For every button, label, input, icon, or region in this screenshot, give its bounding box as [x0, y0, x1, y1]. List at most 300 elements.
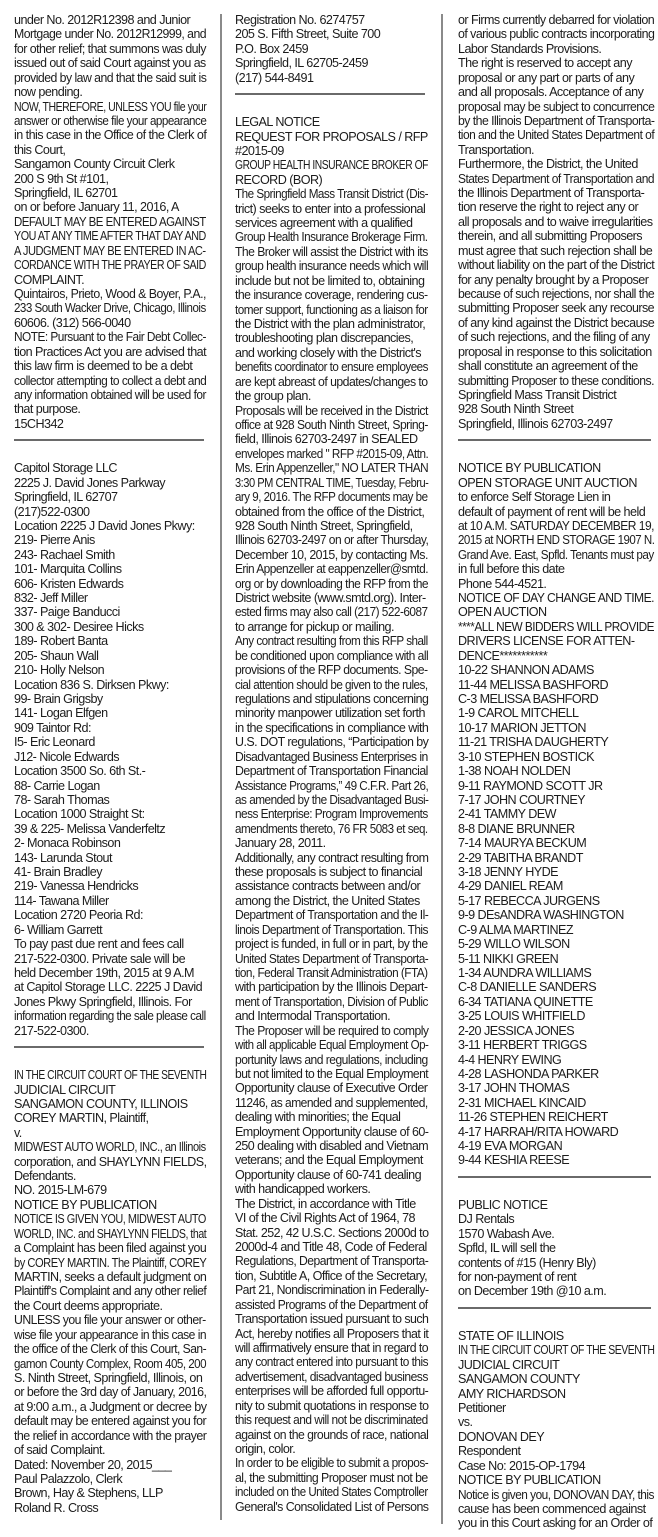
notice-text-line: 2-29 TABITHA BRANDT [458, 850, 583, 865]
notice-text-line: 78- Sarah Thomas [14, 792, 110, 807]
notice-text-line: of various public contracts incorporating [458, 27, 655, 42]
notice-text-line: I5- Eric Leonard [14, 735, 95, 750]
notice-text-line: 9-11 RAYMOND SCOTT JR [458, 778, 603, 793]
notice-text-line: enterprises will be afforded full opportu- [235, 1384, 429, 1399]
notice-text-line: for any penalty brought by a Proposer [458, 272, 649, 287]
notice-text-line: 217-522-0300. [14, 1023, 89, 1038]
notice-text-line: General's Consolidated List of Persons [235, 1499, 429, 1514]
notice-text-line: 2- Monaca Robinson [14, 836, 121, 851]
notice-text-line: this law firm is deemed to be a debt [14, 359, 193, 374]
notice-text-line: Respondent [458, 1444, 521, 1459]
notice-text-line: Phone 544-4521. [458, 576, 547, 591]
notice-text-line: Disadvantaged Business Enterprises in [235, 749, 428, 764]
notice-text-line: STATE OF ILLINOIS [458, 1328, 564, 1343]
notice-text-line: 1570 Wabash Ave. [458, 1226, 555, 1241]
notice-text-line: submitting Proposer to these conditions. [458, 373, 654, 388]
column-divider [441, 14, 443, 1524]
notice-text-line: Brown, Hay & Stephens, LLP [14, 1486, 163, 1501]
notice-dj-rentals-public-notice [458, 1198, 654, 1299]
notice-text-line: Dated: November 20, 2015___ [14, 1457, 172, 1472]
notice-text-line: office at 928 South Ninth Street, Spring- [235, 417, 428, 432]
notice-text-line: Erin Appenzeller at eappenzeller@smtd. [235, 562, 428, 577]
notice-text-line: Furthermore, the District, the United [458, 157, 638, 172]
notice-text-line: The Proposer will be required to comply [235, 1023, 429, 1038]
notice-text-line: Registration No. 6274757 [235, 13, 365, 27]
notice-text-line: 200 S 9th St #101, [14, 171, 109, 186]
notice-text-line: 1-38 NOAH NOLDEN [458, 764, 571, 779]
notice-text-line: Notice is given you, DONOVAN DAY, this [458, 1487, 654, 1502]
notice-text-line: 4-28 LASHONDA PARKER [458, 1066, 599, 1081]
notice-text-line: IN THE CIRCUIT COURT OF THE SEVENTH [14, 1068, 207, 1083]
notice-text-line: Any contract resulting from this RFP shall [235, 634, 428, 649]
notice-text-line: troubleshooting plan discrepancies, [235, 331, 414, 346]
column-3 [458, 13, 654, 1537]
notice-text-line: ness Enterprise: Program Improvements [235, 807, 428, 822]
notice-text-line: Case No: 2015-OP-1794 [458, 1458, 586, 1473]
notice-text-line: tion reserve the right to reject any or [458, 200, 639, 215]
notice-text-line: UNLESS you file your answer or other- [14, 1313, 206, 1328]
notice-text-line: 3-11 HERBERT TRIGGS [458, 1038, 587, 1053]
notice-text-line: 11-44 MELISSA BASHFORD [458, 677, 609, 692]
notice-text-line: Illinois 62703-2497 on or after Thursday, [235, 533, 429, 548]
notice-text-line: C-9 ALMA MARTINEZ [458, 922, 573, 937]
notice-text-line: Labor Standards Provisions. [458, 41, 602, 56]
notice-text-line: 243- Rachael Smith [14, 547, 115, 562]
notice-text-line: Ms. Erin Appenzeller," NO LATER THAN [235, 461, 429, 476]
notice-text-line: 606- Kristen Edwards [14, 576, 124, 591]
notice-text-line: 210- Holly Nelson [14, 663, 105, 678]
notice-text-line: issued out of said Court against you as [14, 56, 206, 71]
notice-text-line: Proposals will be received in the District [235, 403, 428, 418]
notice-separator-rule [14, 439, 204, 441]
notice-text-line: 2000d-4 and Title 48, Code of Federal [235, 1240, 427, 1255]
notice-text-line: among the District, the United States [235, 893, 420, 908]
notice-text-line: all proposals and to waive irregularities [458, 214, 653, 229]
notice-text-line: this request and will not be discriminated [235, 1413, 428, 1428]
notice-text-line: held December 19th, 2015 at 9 A.M [14, 966, 194, 980]
notice-text-line: Roland R. Cross [14, 1500, 99, 1515]
notice-richardson-v-dey [458, 1329, 654, 1531]
notice-text-line: in full before this date [458, 562, 565, 577]
notice-text-line: group health insurance needs which will [235, 259, 429, 274]
notice-text-line: regulations and stipulations concerning [235, 691, 429, 706]
notice-text-line: Spfld, IL will sell the [458, 1241, 556, 1256]
notice-text-line: will affirmatively ensure that in regard to [235, 1340, 429, 1355]
notice-text-line: by COREY MARTIN. The Plaintiff, COREY [14, 1255, 207, 1270]
notice-text-line: 10-17 MARION JETTON [458, 720, 586, 735]
notice-text-line: corporation, and SHAYLYNN FIELDS, [14, 1154, 207, 1169]
notice-text-line: vs. [458, 1415, 473, 1430]
notice-text-line: include but not be limited to, obtaining [235, 273, 425, 288]
notice-text-line: any information obtained will be used for [14, 387, 206, 402]
notice-text-line: assistance contracts between and/or [235, 879, 421, 894]
notice-text-line: Capitol Storage LLC [14, 461, 117, 476]
notice-text-line: Location 2225 J David Jones Pkwy: [14, 518, 195, 533]
notice-text-line: 2-20 JESSICA JONES [458, 1023, 575, 1038]
notice-text-line: CORDANCE WITH THE PRAYER OF SAID [14, 258, 206, 273]
notice-text-line: at Capitol Storage LLC. 2225 J David [14, 980, 203, 995]
notice-text-line: REQUEST FOR PROPOSALS / RFP [235, 129, 428, 144]
notice-text-line: January 28, 2011. [235, 836, 326, 851]
notice-text-line: and all proposals. Acceptance of any [458, 85, 644, 100]
notice-text-line: for non-payment of rent [458, 1270, 577, 1285]
notice-text-line: Opportunity clause of 60-741 dealing [235, 1167, 422, 1182]
notice-text-line: nity to submit quotations in response to [235, 1398, 429, 1413]
notice-text-line: information regarding the sale please call [14, 1009, 206, 1024]
notice-text-line: Springfield, IL 62701 [14, 186, 118, 201]
notice-text-line: JUDICIAL CIRCUIT [14, 1082, 116, 1097]
notice-text-line: 101- Marquita Collins [14, 562, 122, 577]
notice-text-line: Grand Ave. East, Spfld. Tenants must pay [458, 547, 654, 562]
notice-text-line: veterans; and the Equal Employment [235, 1153, 423, 1168]
notice-text-line: the Court deems appropriate. [14, 1298, 163, 1313]
notice-text-line: 11246, as amended and supplemented, [235, 1095, 428, 1110]
notice-text-line: In order to be eligible to submit a propos- [235, 1456, 429, 1471]
notice-text-line: 4-19 EVA MORGAN [458, 1139, 563, 1154]
notice-text-line: 15CH342 [14, 416, 64, 431]
notice-text-line: tion Practices Act you are advised that [14, 344, 207, 359]
notice-text-line: and working closely with the District's [235, 345, 422, 360]
notice-text-line: 5-29 WILLO WILSON [458, 937, 570, 952]
notice-text-line: 250 dealing with disabled and Vietnam [235, 1139, 429, 1154]
notice-martin-v-midwest-auto [14, 1068, 206, 1515]
notice-text-line: Part 21, Nondiscrimination in Federally- [235, 1283, 429, 1298]
notice-text-line: RECORD (BOR) [235, 172, 323, 187]
notice-text-line: under No. 2012R12398 and Junior [14, 13, 191, 27]
notice-text-line: States Department of Transportation and [458, 171, 654, 186]
column-1 [14, 13, 206, 1537]
notice-text-line: OPEN AUCTION [458, 605, 547, 620]
notice-text-line: DEFAULT MAY BE ENTERED AGAINST [14, 214, 206, 229]
notice-text-line: of any kind against the District because [458, 315, 655, 330]
notice-text-line: the Illinois Department of Transporta- [458, 186, 645, 201]
notice-text-line: 3:30 PM CENTRAL TIME, Tuesday, Febru- [235, 475, 429, 490]
notice-text-line: DONOVAN DEY [458, 1429, 545, 1444]
notice-text-line: 141- Logan Elfgen [14, 706, 108, 721]
notice-text-line: NOW, THEREFORE, UNLESS YOU file your [14, 99, 207, 114]
notice-text-line: project is funded, in full or in part, by the [235, 937, 428, 952]
notice-text-line: Petitioner [458, 1400, 506, 1415]
notice-text-line: Regulations, Department of Transporta- [235, 1254, 429, 1269]
column-2 [235, 13, 428, 1537]
notice-text-line: advertisement, disadvantaged business [235, 1369, 428, 1384]
notice-text-line: in this case in the Office of the Clerk of [14, 128, 207, 143]
notice-text-line: a Complaint has been filed against you [14, 1241, 207, 1256]
notice-text-line: NOTE: Pursuant to the Fair Debt Collec- [14, 330, 206, 345]
notice-text-line: proposal or any part or parts of any [458, 70, 635, 85]
notice-text-line: ested firms may also call (217) 522-6087 [235, 605, 428, 620]
notice-text-line: C-8 DANIELLE SANDERS [458, 980, 597, 995]
notice-capitol-storage-sale [14, 461, 206, 1038]
notice-text-line: assisted Programs of the Department of [235, 1297, 428, 1312]
notice-attorney-registration-continued [235, 13, 428, 85]
notice-text-line: JUDICIAL CIRCUIT [458, 1357, 560, 1372]
notice-text-line: Springfield, Illinois 62703-2497 [458, 416, 613, 431]
notice-text-line: Opportunity clause of Executive Order [235, 1081, 428, 1096]
notice-text-line: VI of the Civil Rights Act of 1964, 78 [235, 1211, 416, 1226]
notice-text-line: The Broker will assist the District with its [235, 244, 428, 259]
notice-text-line: NOTICE BY PUBLICATION [458, 461, 601, 476]
notice-text-line: Defendants. [14, 1169, 76, 1184]
notice-text-line: DENCE*********** [458, 648, 548, 663]
notice-text-line: OPEN STORAGE UNIT AUCTION [458, 475, 637, 490]
notice-text-line: with handicapped workers. [235, 1182, 371, 1197]
notice-text-line: 928 South Ninth Street [458, 402, 574, 417]
notice-text-line: Employment Opportunity clause of 60- [235, 1124, 429, 1139]
notice-text-line: Transportation issued pursuant to such [235, 1312, 429, 1327]
notice-text-line: Department of Transportation Financial [235, 764, 428, 779]
notice-text-line: envelopes marked " RFP #2015-09, Attn. [235, 446, 429, 461]
notice-text-line: minority manpower utilization set forth [235, 706, 425, 721]
notice-text-line: default may be entered against you for [14, 1414, 207, 1429]
notice-text-line: by the Illinois Department of Transporta- [458, 113, 655, 128]
notice-text-line: Springfield, IL 62707 [14, 490, 118, 505]
notice-text-line: provisions of the RFP documents. Spe- [235, 663, 428, 678]
notice-text-line: NOTICE IS GIVEN YOU, MIDWEST AUTO [14, 1212, 206, 1227]
notice-foreclosure-summons-continued [14, 13, 206, 431]
notice-text-line: COMPLAINT. [14, 272, 85, 287]
notice-text-line: Paul Palazzolo, Clerk [14, 1471, 123, 1486]
notice-text-line: To pay past due rent and fees call [14, 937, 184, 952]
notice-text-line: org or by downloading the RFP from the [235, 576, 429, 591]
notice-text-line: Springfield, IL 62705-2459 [235, 56, 368, 71]
notice-text-line: 219- Pierre Anis [14, 533, 95, 548]
notice-text-line: NO. 2015-LM-679 [14, 1183, 107, 1198]
notice-text-line: wise file your appearance in this case in [14, 1327, 207, 1342]
notice-text-line: Location 836 S. Dirksen Pkwy: [14, 677, 169, 692]
notice-separator-rule [235, 93, 425, 95]
notice-text-line: now pending. [14, 85, 83, 100]
notice-text-line: 4-4 HENRY EWING [458, 1052, 562, 1067]
notice-text-line: Location 3500 So. 6th St.- [14, 764, 146, 779]
notice-text-line: on or before January 11, 2016, A [14, 200, 179, 215]
notice-text-line: for other relief; that summons was duly [14, 41, 206, 56]
notice-separator-rule [458, 439, 651, 441]
notice-text-line: J12- Nicole Edwards [14, 749, 120, 764]
notice-text-line: and Intermodal Transportation. [235, 1009, 391, 1024]
notice-text-line: 7-17 JOHN COURTNEY [458, 792, 586, 807]
notice-text-line: AMY RICHARDSON [458, 1386, 566, 1401]
notice-text-line: al, the submitting Proposer must not be [235, 1470, 428, 1485]
notice-text-line: 233 South Wacker Drive, Chicago, Illinois [14, 301, 206, 316]
notice-text-line: 99- Brain Grigsby [14, 691, 103, 706]
notice-text-line: Jones Pkwy Springfield, Illinois. For [14, 994, 192, 1009]
notice-text-line: be conditioned upon compliance with all [235, 648, 429, 663]
notice-text-line: trict) seeks to enter into a professional [235, 201, 426, 216]
notice-text-line: gamon County Complex, Room 405, 200 [14, 1356, 207, 1371]
notice-text-line: COREY MARTIN, Plaintiff, [14, 1111, 149, 1126]
notice-text-line: of such rejections, and the filing of any [458, 330, 650, 345]
notice-text-line: (217)522-0300 [14, 504, 90, 519]
notice-text-line: DJ Rentals [458, 1212, 515, 1227]
notice-text-line: 3-25 LOUIS WHITFIELD [458, 1009, 585, 1024]
notice-text-line: 2-41 TAMMY DEW [458, 807, 556, 822]
notice-text-line: proposal may be subject to concurrence [458, 99, 655, 114]
notice-text-line: collector attempting to collect a debt and [14, 373, 207, 388]
notice-text-line: Additionally, any contract resulting from [235, 850, 429, 865]
notice-text-line: origin, color. [235, 1441, 296, 1456]
notice-text-line: or Firms currently debarred for violation [458, 13, 655, 27]
notice-text-line: 6- William Garrett [14, 922, 103, 937]
notice-text-line: 205- Shaun Wall [14, 648, 99, 663]
notice-text-line: Stat. 252, 42 U.S.C. Sections 2000d to [235, 1225, 429, 1240]
notice-text-line: 2-31 MICHAEL KINCAID [458, 1095, 586, 1110]
column-divider [220, 14, 222, 1520]
notice-text-line: #2015-09 [235, 143, 284, 158]
notice-text-line: 189- Robert Banta [14, 634, 108, 649]
notice-text-line: 2225 J. David Jones Parkway [14, 475, 166, 490]
notice-text-line: 143- Larunda Stout [14, 850, 112, 865]
notice-text-line: LEGAL NOTICE [235, 115, 320, 130]
notice-text-line: 9-9 DEsANDRA WASHINGTON [458, 908, 624, 923]
notice-text-line: the office of the Clerk of this Court, San- [14, 1342, 207, 1357]
notice-text-line: the District with the plan administrator, [235, 317, 426, 332]
notice-text-line: or before the 3rd day of January, 2016, [14, 1385, 207, 1400]
notice-text-line: YOU AT ANY TIME AFTER THAT DAY AND [14, 229, 206, 244]
notice-text-line: you in this Court asking for an Order of [458, 1516, 653, 1531]
notice-text-line: provided by law and that the said suit is [14, 70, 207, 85]
notice-text-line: December 10, 2015, by contacting Ms. [235, 547, 428, 562]
notice-text-line: P.O. Box 2459 [235, 41, 309, 56]
notice-text-line: 4-17 HARRAH/RITA HOWARD [458, 1124, 619, 1139]
notice-text-line: 5-11 NIKKI GREEN [458, 951, 559, 966]
notice-text-line: S. Ninth Street, Springfield, Illinois, on [14, 1370, 203, 1385]
notice-text-line: SANGAMON COUNTY, ILLINOIS [14, 1096, 188, 1111]
notice-text-line: Springfield Mass Transit District [458, 387, 617, 402]
notice-separator-rule [458, 1176, 651, 1178]
notice-text-line: WORLD, INC. and SHAYLYNN FIELDS, that [14, 1226, 207, 1241]
notice-text-line: as amended by the Disadvantaged Busi- [235, 792, 429, 807]
notice-text-line: IN THE CIRCUIT COURT OF THE SEVENTH [458, 1343, 655, 1358]
notice-text-line: of said Complaint. [14, 1443, 105, 1458]
notice-text-line: answer or otherwise file your appearance [14, 113, 207, 128]
notice-text-line: must agree that such rejection shall be [458, 243, 653, 258]
notice-text-line: the insurance coverage, rendering cus- [235, 288, 428, 303]
notice-text-line: 219- Vanessa Hendricks [14, 879, 139, 894]
notice-text-line: NOTICE OF DAY CHANGE AND TIME. [458, 591, 654, 606]
notice-text-line: any contract entered into pursuant to this [235, 1355, 429, 1370]
notice-text-line: tion, Subtitle A, Office of the Secretary, [235, 1268, 428, 1283]
notice-text-line: 205 S. Fifth Street, Suite 700 [235, 27, 381, 42]
notice-separator-rule [14, 1046, 204, 1048]
notice-text-line: without liability on the part of the District [458, 258, 655, 273]
notice-text-line: dealing with minorities; the Equal [235, 1110, 401, 1125]
notice-text-line: 3-17 JOHN THOMAS [458, 1081, 570, 1096]
notice-text-line: cause has been commenced against [458, 1501, 646, 1516]
notice-text-line: the group plan. [235, 389, 311, 404]
notice-text-line: 337- Paige Banducci [14, 605, 120, 620]
notice-text-line: shall constitute an agreement of the [458, 359, 638, 374]
notice-text-line: at 9:00 a.m., a Judgment or decree by [14, 1399, 207, 1414]
notice-text-line: 3-18 JENNY HYDE [458, 865, 559, 880]
notice-text-line: 114- Tawana Miller [14, 893, 109, 908]
notice-text-line: DRIVERS LICENSE FOR ATTEN- [458, 634, 635, 649]
notice-text-line: 7-14 MAURYA BECKUM [458, 836, 587, 851]
notice-text-line: v. [14, 1125, 22, 1140]
notice-smtd-rfp-2015-09-continued [458, 13, 654, 431]
notice-text-line: 11-26 STEPHEN REICHERT [458, 1110, 608, 1125]
notice-text-line: because of such rejections, nor shall the [458, 287, 655, 302]
notice-text-line: MARTIN, seeks a default judgment on [14, 1270, 207, 1285]
notice-text-line: contents of #15 (Henry Bly) [458, 1255, 596, 1270]
notice-text-line: U.S. DOT regulations, “Participation by [235, 735, 429, 750]
notice-text-line: 4-29 DANIEL REAM [458, 879, 563, 894]
notice-text-line: 928 South Ninth Street, Springfield, [235, 518, 413, 533]
notice-text-line: portunity laws and regulations, including [235, 1052, 428, 1067]
notice-text-line: the relief in accordance with the prayer [14, 1428, 207, 1443]
notice-text-line: included on the United States Comptroller [235, 1485, 428, 1500]
notice-text-line: 39 & 225- Melissa Vanderfeltz [14, 821, 166, 836]
notice-text-line: A JUDGMENT MAY BE ENTERED IN AC- [14, 243, 206, 258]
notice-text-line: tion, Federal Transit Administration (FTA) [235, 966, 428, 980]
notice-text-line: District website (www.smtd.org). Inter- [235, 591, 426, 606]
notice-text-line: Mortgage under No. 2012R12999, and [14, 27, 207, 42]
notice-text-line: 10-22 SHANNON ADAMS [458, 663, 594, 678]
notice-text-line: The right is reserved to accept any [458, 56, 632, 71]
notice-text-line: Act, hereby notifies all Proposers that it [235, 1326, 429, 1341]
notice-text-line: 300 & 302- Desiree Hicks [14, 619, 144, 634]
notice-text-line: 5-17 REBECCA JURGENS [458, 893, 600, 908]
notice-text-line: tomer support, functioning as a liaison for [235, 302, 428, 317]
notice-text-line: cial attention should be given to the rules, [235, 677, 428, 692]
notice-text-line: The District, in accordance with Title [235, 1196, 416, 1211]
notice-text-line: 909 Taintor Rd: [14, 720, 91, 735]
notice-text-line: with participation by the Illinois Depart- [235, 980, 428, 995]
notice-text-line: 8-8 DIANE BRUNNER [458, 821, 575, 836]
notice-text-line: to enforce Self Storage Lien in [458, 490, 611, 505]
notice-text-line: The Springfield Mass Transit District (Dis- [235, 187, 429, 202]
notice-text-line: benefits coordinator to ensure employees [235, 360, 428, 375]
notice-text-line: 217-522-0300. Private sale will be [14, 951, 186, 966]
notice-text-line: on December 19th @10 a.m. [458, 1284, 607, 1299]
notice-text-line: these proposals is subject to financial [235, 865, 423, 880]
notice-separator-rule [458, 1307, 651, 1309]
notice-text-line: 88- Carrie Logan [14, 778, 100, 793]
notice-text-line: that purpose. [14, 402, 81, 417]
notice-text-line: ****ALL NEW BIDDERS WILL PROVIDE [458, 619, 654, 634]
notice-text-line: (217) 544-8491 [235, 70, 314, 85]
notice-text-line: obtained from the office of the District, [235, 504, 425, 519]
notice-text-line: United States Department of Transporta- [235, 951, 429, 966]
notice-text-line: NOTICE BY PUBLICATION [458, 1473, 601, 1488]
notice-text-line: to arrange for pickup or mailing. [235, 619, 394, 634]
notice-text-line: Quintairos, Prieto, Wood & Boyer, P.A., [14, 287, 206, 302]
notice-north-end-storage-auction [458, 461, 654, 1168]
notice-text-line: 41- Brain Bradley [14, 865, 102, 880]
notice-text-line: 11-21 TRISHA DAUGHERTY [458, 735, 609, 750]
notice-text-line: GROUP HEALTH INSURANCE BROKER OF [235, 158, 429, 173]
notice-text-line: linois Department of Transportation. This [235, 922, 428, 937]
notice-text-line: Location 2720 Peoria Rd: [14, 908, 143, 923]
notice-text-line: Department of Transportation and the Il- [235, 908, 429, 923]
notice-text-line: 832- Jeff Miller [14, 591, 88, 606]
notice-text-line: submitting Proposer seek any recourse [458, 301, 655, 316]
notice-text-line: therein, and all submitting Proposers [458, 229, 643, 244]
notice-text-line: at 10 A.M. SATURDAY DECEMBER 19, [458, 518, 654, 533]
notice-text-line: 2015 at NORTH END STORAGE 1907 N. [458, 533, 655, 548]
notice-text-line: Location 1000 Straight St: [14, 807, 145, 822]
notice-text-line: Assistance Programs,” 49 C.F.R. Part 26, [235, 778, 429, 793]
notice-text-line: 6-34 TATIANA QUINETTE [458, 994, 593, 1009]
notice-text-line: 1-34 AUNDRA WILLIAMS [458, 966, 592, 980]
notice-text-line: are kept abreast of updates/changes to [235, 374, 428, 389]
notice-text-line: ment of Transportation, Division of Public [235, 994, 428, 1009]
notice-text-line: Transportation. [458, 142, 534, 157]
notice-text-line: with all applicable Equal Employment Op- [235, 1038, 429, 1053]
notice-text-line: field, Illinois 62703-2497 in SEALED [235, 432, 418, 447]
notice-text-line: this Court, [14, 142, 66, 157]
notice-text-line: C-3 MELISSA BASHFORD [458, 691, 599, 706]
